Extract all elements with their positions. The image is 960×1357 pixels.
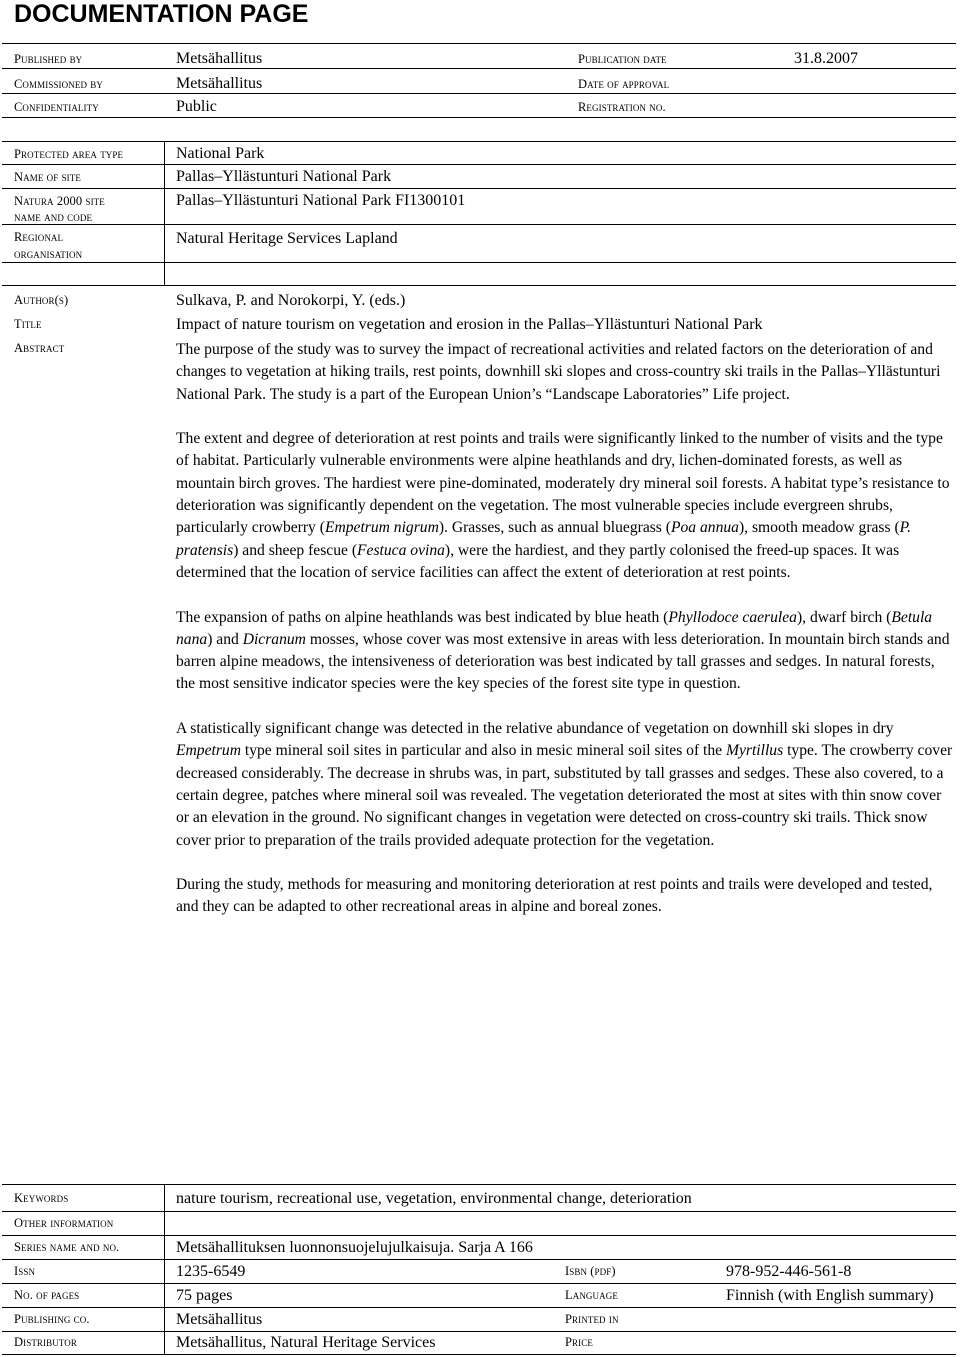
rule bbox=[2, 1235, 956, 1236]
rule bbox=[2, 43, 956, 44]
isbn-label: Isbn (pdf) bbox=[565, 1264, 616, 1278]
rule bbox=[2, 68, 956, 69]
rule bbox=[2, 93, 956, 94]
rule bbox=[2, 1354, 956, 1355]
rule bbox=[2, 188, 956, 189]
regional-organisation-label: Regional bbox=[14, 230, 64, 244]
rule bbox=[2, 262, 956, 263]
natura-value: Pallas–Yllästunturi National Park FI1300101 bbox=[176, 192, 466, 209]
title-value: Impact of nature tourism on vegetation and erosion in the Pallas–Yllästunturi National Park bbox=[176, 316, 763, 333]
issn-label: Issn bbox=[14, 1264, 36, 1278]
publishing-co-label: Publishing co. bbox=[14, 1312, 90, 1326]
publishing-co-value: Metsähallitus bbox=[176, 1311, 263, 1328]
series-label: Series name and no. bbox=[14, 1240, 120, 1254]
date-of-approval-label: Date of approval bbox=[578, 77, 670, 91]
abstract-paragraph: The purpose of the study was to survey the impact of recreational activities and related factors on the deterioration of and changes to vegetation at hiking trails, rest points, downhill ski slopes and cross-country ski trails in the Pallas–Yllästunturi National Park. The study is a part of the European Union’s “Landscape Laboratories” Life project. bbox=[176, 341, 941, 403]
rule bbox=[2, 285, 956, 286]
pages-value: 75 pages bbox=[176, 1287, 233, 1304]
column-divider bbox=[164, 141, 165, 285]
authors-label: Author(s) bbox=[14, 293, 69, 307]
pages-label: No. of pages bbox=[14, 1288, 80, 1302]
confidentiality-label: Confidentiality bbox=[14, 100, 99, 114]
confidentiality-value: Public bbox=[176, 98, 217, 115]
published-by-label: Published by bbox=[14, 52, 83, 66]
abstract-paragraph: A statistically significant change was detected in the relative abundance of vegetation on downhill ski slopes in dry Empetrum type mineral soil sites in particular and also in mesic mineral soil sites of the Myrtillus type. The crowberry cover decreased considerably. The decrease in shrubs was, in part, substituted by tall grasses and sedges. These also covered, to a certain degree, patches where mineral soil was revealed. The vegetation deteriorated the most at sites with thin snow cover or an elevation in the ground. No significant changes in vegetation were detected on cross-country ski trails. Thick snow cover prior to preparation of the trails provided adequate protection for the vegetation. bbox=[176, 720, 953, 849]
abstract-paragraph: The extent and degree of deterioration at rest points and trails were significantly linked to the number of visits and the type of habitat. Particularly vulnerable environments were alpine heathlands and dry, lichen-dominated forests, as well as mountain birch groves. The hardiest were pine-dominated, moderately dry mineral soil forests. A habitat type’s resistance to deterioration was significantly dependent on the vegetation. The most vulnerable species include evergreen shrubs, particularly crowberry (Empetrum nigrum). Grasses, such as annual bluegrass (Poa annua), smooth meadow grass (P. pratensis) and sheep fescue (Festuca ovina), were the hardiest, and they partly colonised the freed-up spaces. It was determined that the location of service facilities can affect the extent of deterioration at rest points. bbox=[176, 430, 950, 581]
protected-area-type-value: National Park bbox=[176, 145, 265, 162]
commissioned-by-value: Metsähallitus bbox=[176, 75, 263, 92]
printed-in-label: Printed in bbox=[565, 1312, 619, 1326]
rule bbox=[2, 117, 956, 118]
column-divider bbox=[164, 1184, 165, 1354]
publication-date-value: 31.8.2007 bbox=[794, 50, 858, 67]
title-label: Title bbox=[14, 317, 42, 331]
rule bbox=[2, 1307, 956, 1308]
natura-label-line2: name and code bbox=[14, 210, 93, 224]
protected-area-type-label: Protected area type bbox=[14, 147, 124, 161]
rule bbox=[2, 1184, 956, 1185]
keywords-label: Keywords bbox=[14, 1191, 69, 1205]
rule bbox=[2, 224, 956, 225]
issn-value: 1235-6549 bbox=[176, 1263, 246, 1280]
distributor-label: Distributor bbox=[14, 1335, 77, 1349]
published-by-value: Metsähallitus bbox=[176, 50, 263, 67]
distributor-value: Metsähallitus, Natural Heritage Services bbox=[176, 1334, 436, 1351]
rule bbox=[2, 1259, 956, 1260]
registration-no-label: Registration no. bbox=[578, 100, 666, 114]
series-value: Metsähallituksen luonnonsuojelujulkaisuja. Sarja A 166 bbox=[176, 1239, 533, 1256]
name-of-site-label: Name of site bbox=[14, 170, 81, 184]
name-of-site-value: Pallas–Yllästunturi National Park bbox=[176, 168, 392, 185]
authors-value: Sulkava, P. and Norokorpi, Y. (eds.) bbox=[176, 292, 406, 309]
abstract-label: Abstract bbox=[14, 341, 65, 355]
abstract-body bbox=[176, 339, 956, 941]
publication-date-label: Publication date bbox=[578, 52, 667, 66]
rule bbox=[2, 1211, 956, 1212]
price-label: Price bbox=[565, 1335, 593, 1349]
isbn-value: 978-952-446-561-8 bbox=[726, 1263, 852, 1280]
rule bbox=[2, 1283, 956, 1284]
other-information-label: Other information bbox=[14, 1216, 114, 1230]
rule bbox=[2, 164, 956, 165]
commissioned-by-label: Commissioned by bbox=[14, 77, 103, 91]
language-label: Language bbox=[565, 1288, 618, 1302]
abstract-paragraph: During the study, methods for measuring and monitoring deterioration at rest points and trails were developed and tested, and they can be adapted to other recreational areas in alpine and boreal zones. bbox=[176, 876, 933, 916]
language-value: Finnish (with English summary) bbox=[726, 1287, 934, 1304]
natura-label: Natura 2000 site bbox=[14, 194, 105, 208]
keywords-value: nature tourism, recreational use, vegetation, environmental change, deterioration bbox=[176, 1190, 692, 1207]
abstract-paragraph: The expansion of paths on alpine heathlands was best indicated by blue heath (Phyllodoce caerulea), dwarf birch (Betula nana) and Dicranum mosses, whose cover was most extensive in areas with less deterioration. In mountain birch stands and barren alpine meadows, the intensiveness of deterioration was best indicated by tall grasses and sedges. In natural forests, the most sensitive indicator species were the key species of the forest site type in question. bbox=[176, 608, 950, 693]
rule bbox=[2, 141, 956, 142]
regional-organisation-label-line2: organisation bbox=[14, 247, 83, 261]
page-title: DOCUMENTATION PAGE bbox=[14, 0, 309, 28]
regional-organisation-value: Natural Heritage Services Lapland bbox=[176, 230, 398, 247]
rule bbox=[2, 1331, 956, 1332]
